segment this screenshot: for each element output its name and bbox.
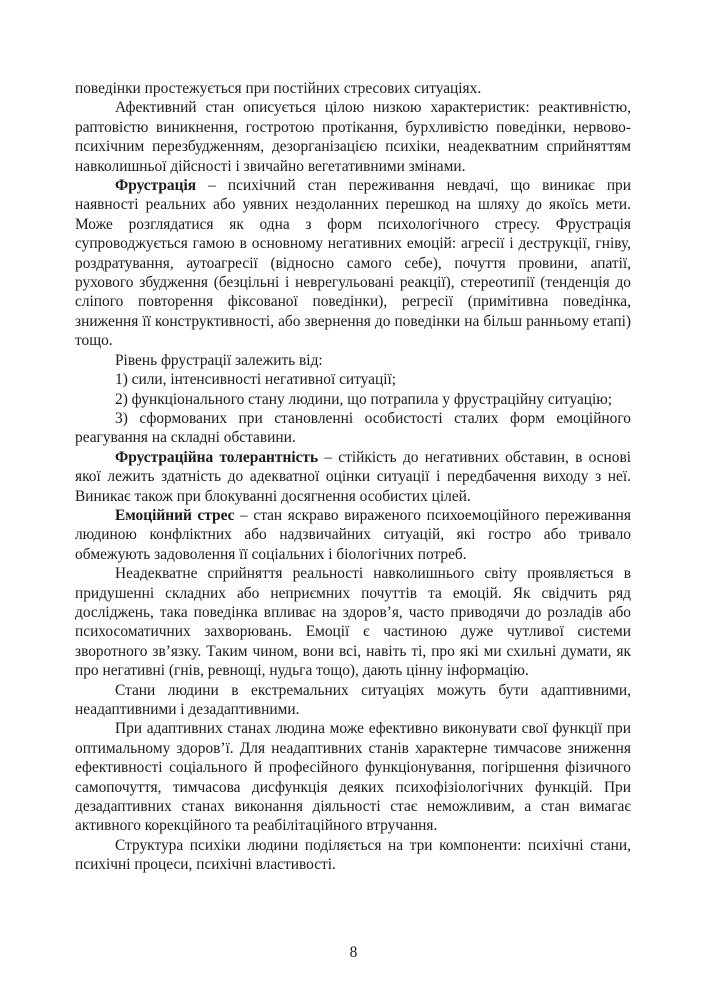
definition-emotional-stress: – стан яскраво вираженого психоемоційного переживання людиною конфліктних або надзвичайних ситуацій, які гостро або тривало обмежують задоволення її соціальних і біологічних потреб.: [75, 506, 631, 563]
term-frustration: Фрустрація: [115, 177, 197, 195]
list-item-3: 3) сформованих при становленні особистості сталих форм емоційного реагування на складні обставини.: [75, 409, 631, 447]
paragraph-extreme-states: Стани людини в екстремальних ситуаціях можуть бути адаптивними, неадаптивними і дезадаптивними.: [75, 681, 631, 718]
paragraph-adaptive-states: При адаптивних станах людина може ефективно виконувати свої функції при оптимальному здоров’ї. Для неадаптивних станів характерне тимчасове зниження ефективності соціального й професійного функціонування, погіршення фізичного самопочуття, тимчасова дисфункція деяких психофізіологічних функцій. При дезадаптивних станах виконання діяльності стає неможливим, а стан вимагає активного корекційного та реабілітаційного втручання.: [75, 720, 631, 835]
paragraph-frustration: [75, 176, 631, 351]
definition-frustration-tolerance: – стійкість до негативних обставин, в основі якої лежить здатність до адекватної оцінки ситуації і передбачення виходу з неї. Виникає також при блокуванні досягнення особистих цілей.: [75, 448, 631, 505]
list-item-2: 2) функціонального стану людини, що потрапила у фрустраційну ситуацію;: [115, 390, 613, 408]
page-number: 8: [349, 944, 358, 961]
term-frustration-tolerance: Фрустраційна толерантність: [115, 448, 319, 466]
paragraph-continuation: поведінки простежується при постійних стресових ситуаціях.: [75, 80, 482, 97]
definition-frustration: – психічний стан переживання невдачі, що виникає при наявності реальних або уявних нездоланних перешкод на шляху до якоїсь мети. Може розглядатися як одна з форм психологічного стресу. Фрустрація супроводжується гамою в основному негативних емоцій: агресії і деструкції, гніву, роздратування, аутоагресії (відносно самого себе), почуття провини, апатії, рухового збудження (безцільні і неврегульовані реакції), стереотипії (тенденція до сліпого повторення фіксованої поведінки), регресії (примітивна поведінка, зниження її конструктивності, або звернення до поведінки на більш ранньому етапі) тощо.: [75, 177, 631, 350]
paragraph-frustration-tolerance: [75, 448, 631, 506]
paragraph-psyche-structure: Структура психіки людини поділяється на три компоненти: психічні стани, психічні процеси, психічні властивості.: [75, 836, 631, 874]
paragraph-perception: Неадекватне сприйняття реальності навколишнього світу проявляється в придушенні складних або неприємних почуттів та емоцій. Як свідчить ряд досліджень, така поведінка впливає на здоров’я, часто приводячи до розладів або психосоматичних захворювань. Емоції є частиною дуже чутливої системи зворотного зв’язку. Таким чином, вони всі, навіть ті, про які ми схильні думати, як про негативні (гнів, ревнощі, нудьга тощо), дають цінну інформацію.: [75, 565, 631, 680]
paragraph-frustration-level: Рівень фрустрації залежить від:: [115, 351, 323, 369]
page-body: [75, 79, 631, 875]
paragraph-emotional-stress: [75, 506, 631, 564]
term-emotional-stress: Емоційний стрес: [115, 506, 235, 524]
list-item-1: 1) сили, інтенсивності негативної ситуації;: [115, 371, 397, 389]
paragraph-affective-state: Афективний стан описується цілою низкою характеристик: реактивністю, раптовістю виникнення, гостротою протікання, бурхливістю поведінки, нервово-психічним перезбудженням, дезорганізацією психіки, неадекватним сприйняттям навколишньої дійсності і звичайно вегетативними змінами.: [75, 99, 631, 175]
